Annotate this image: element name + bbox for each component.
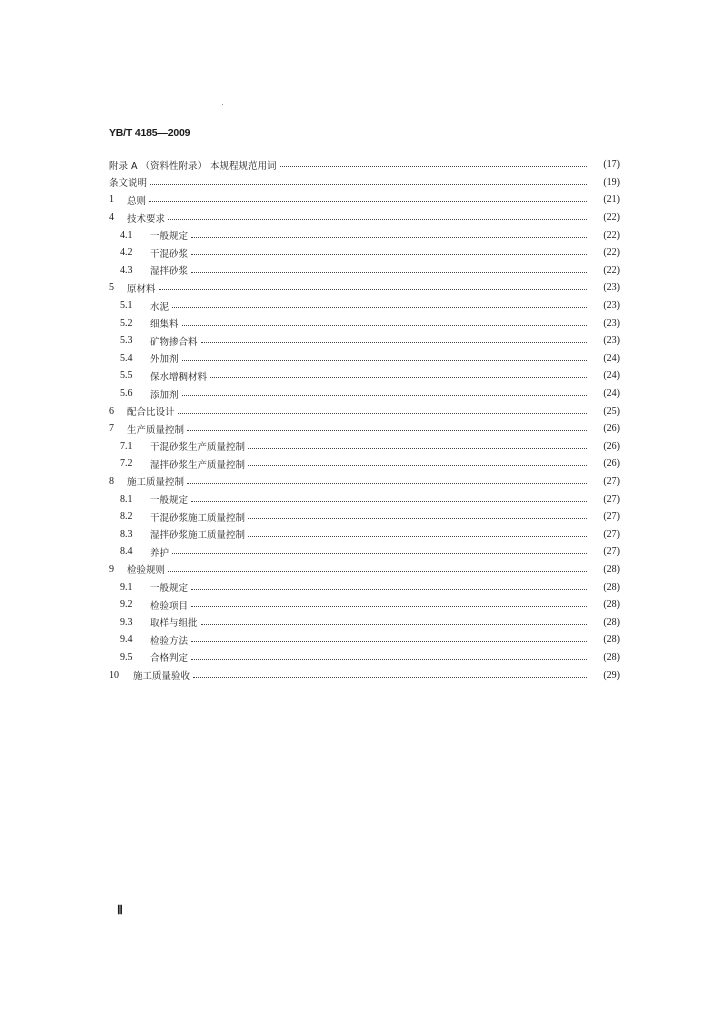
toc-entry-page: (27) <box>603 475 620 487</box>
toc-entry-title: 一般规定 <box>150 583 189 595</box>
toc-entry-page: (27) <box>603 511 620 523</box>
toc-entry-page: (28) <box>603 563 620 575</box>
scan-speck <box>222 104 223 105</box>
toc-dot-leader <box>193 677 587 678</box>
toc-entry-number: 4.2 <box>120 247 133 259</box>
toc-dot-leader <box>191 641 587 642</box>
toc-dot-leader <box>182 395 587 396</box>
toc-entry-title: 原材料 <box>127 283 156 295</box>
toc-entry-number: 9.5 <box>120 651 133 663</box>
toc-entry-page: (29) <box>603 669 620 681</box>
toc-entry-number: 7 <box>109 423 114 435</box>
toc-dot-leader <box>248 448 587 449</box>
toc-entry-title: 检验项目 <box>150 600 189 612</box>
toc-entry[interactable] <box>109 367 620 385</box>
toc-entry-page: (23) <box>603 317 620 329</box>
toc-dot-leader <box>191 589 587 590</box>
toc-entry-number: 9.3 <box>120 616 133 628</box>
toc-entry-page: (28) <box>603 581 620 593</box>
toc-entry-title: 干混砂浆生产质量控制 <box>150 442 246 454</box>
toc-dot-leader <box>191 272 587 273</box>
toc-entry[interactable] <box>109 596 620 614</box>
toc-entry-page: (28) <box>603 616 620 628</box>
toc-entry[interactable] <box>109 525 620 543</box>
toc-entry[interactable] <box>109 402 620 420</box>
toc-entry-number: 5.3 <box>120 335 133 347</box>
toc-entry[interactable] <box>109 209 620 227</box>
toc-entry[interactable] <box>109 561 620 579</box>
toc-entry-number: 5.2 <box>120 317 133 329</box>
toc-entry-number: 7.1 <box>120 440 133 452</box>
toc-dot-leader <box>248 465 587 466</box>
toc-entry[interactable] <box>109 473 620 491</box>
toc-entry-title: 湿拌砂浆施工质量控制 <box>150 530 246 542</box>
table-of-contents <box>109 156 620 684</box>
toc-entry[interactable] <box>109 297 620 315</box>
toc-entry-page: (24) <box>603 388 620 400</box>
toc-entry[interactable] <box>109 578 620 596</box>
toc-entry-title: 取样与组批 <box>150 618 198 630</box>
toc-dot-leader <box>178 413 587 414</box>
toc-entry-number: 9.4 <box>120 634 133 646</box>
toc-entry-number: 8.3 <box>120 528 133 540</box>
toc-dot-leader <box>191 606 587 607</box>
toc-entry-number: 5.1 <box>120 300 133 312</box>
toc-dot-leader <box>248 536 587 537</box>
toc-entry-title: 保水增稠材料 <box>150 371 208 383</box>
toc-entry-title: 湿拌砂浆 <box>150 266 189 278</box>
toc-dot-leader <box>168 571 587 572</box>
toc-entry-title: 细集料 <box>150 319 179 331</box>
toc-entry[interactable] <box>109 613 620 631</box>
toc-entry-title: 养护 <box>150 547 170 559</box>
toc-dot-leader <box>191 254 587 255</box>
toc-entry-number: 5 <box>109 282 114 294</box>
toc-entry-title: 总则 <box>127 195 147 207</box>
toc-entry-title: 干混砂浆施工质量控制 <box>150 512 246 524</box>
toc-dot-leader <box>210 377 587 378</box>
toc-entry[interactable] <box>109 279 620 297</box>
toc-entry-page: (22) <box>603 212 620 224</box>
toc-entry-number: 4 <box>109 212 114 224</box>
toc-entry-number: 10 <box>109 669 119 681</box>
toc-entry-title: 技术要求 <box>127 213 166 225</box>
toc-entry-number: 5.4 <box>120 352 133 364</box>
toc-entry-page: (25) <box>603 405 620 417</box>
toc-dot-leader <box>187 430 587 431</box>
toc-entry-title: 合格判定 <box>150 653 189 665</box>
toc-entry-number: 8.4 <box>120 546 133 558</box>
toc-entry-page: (27) <box>603 546 620 558</box>
toc-entry-page: (19) <box>603 176 620 188</box>
toc-dot-leader <box>191 501 587 502</box>
toc-entry-number: 8 <box>109 475 114 487</box>
toc-entry-number: 1 <box>109 194 114 206</box>
toc-dot-leader <box>191 659 587 660</box>
toc-entry-number: 5.6 <box>120 388 133 400</box>
toc-entry[interactable] <box>109 385 620 403</box>
toc-dot-leader <box>172 553 587 554</box>
toc-entry-title: 水泥 <box>150 301 170 313</box>
toc-entry-page: (23) <box>603 300 620 312</box>
toc-entry[interactable] <box>109 350 620 368</box>
toc-entry[interactable] <box>109 262 620 280</box>
toc-entry-page: (22) <box>603 229 620 241</box>
toc-entry-page: (22) <box>603 264 620 276</box>
toc-entry-title: 外加剂 <box>150 354 179 366</box>
toc-entry-page: (23) <box>603 282 620 294</box>
toc-entry-page: (28) <box>603 651 620 663</box>
toc-entry-title: 一般规定 <box>150 495 189 507</box>
toc-entry[interactable] <box>109 455 620 473</box>
toc-entry-title: 检验规则 <box>127 565 166 577</box>
toc-dot-leader <box>150 184 587 185</box>
toc-entry-page: (21) <box>603 194 620 206</box>
toc-entry-title: 添加剂 <box>150 389 179 401</box>
toc-dot-leader <box>168 219 587 220</box>
toc-entry[interactable] <box>109 508 620 526</box>
toc-entry-title: 附录 A （资料性附录） 本规程规范用词 <box>109 160 277 172</box>
toc-entry-number: 6 <box>109 405 114 417</box>
toc-dot-leader <box>280 166 587 167</box>
toc-entry-title: 配合比设计 <box>127 407 175 419</box>
toc-entry[interactable] <box>109 191 620 209</box>
toc-entry-title: 施工质量控制 <box>127 477 185 489</box>
toc-entry-page: (22) <box>603 247 620 259</box>
toc-entry-page: (26) <box>603 458 620 470</box>
toc-entry-page: (24) <box>603 370 620 382</box>
toc-entry-page: (17) <box>603 159 620 171</box>
toc-entry[interactable] <box>109 631 620 649</box>
toc-entry-title: 检验方法 <box>150 635 189 647</box>
toc-dot-leader <box>191 237 587 238</box>
toc-dot-leader <box>159 289 587 290</box>
toc-entry-title: 施工质量验收 <box>133 671 191 683</box>
toc-entry[interactable] <box>109 649 620 667</box>
toc-entry-number: 8.1 <box>120 493 133 505</box>
toc-entry-page: (28) <box>603 634 620 646</box>
toc-entry-number: 9 <box>109 563 114 575</box>
toc-entry-page: (28) <box>603 599 620 611</box>
toc-entry-number: 7.2 <box>120 458 133 470</box>
toc-dot-leader <box>182 325 587 326</box>
toc-entry-page: (26) <box>603 440 620 452</box>
toc-entry-page: (24) <box>603 352 620 364</box>
toc-entry[interactable] <box>109 490 620 508</box>
toc-entry[interactable] <box>109 543 620 561</box>
toc-entry-page: (27) <box>603 528 620 540</box>
toc-entry-title: 干混砂浆 <box>150 248 189 260</box>
toc-entry[interactable] <box>109 420 620 438</box>
toc-entry-title: 条文说明 <box>109 178 148 190</box>
toc-entry[interactable] <box>109 226 620 244</box>
toc-entry[interactable] <box>109 332 620 350</box>
toc-entry-page: (27) <box>603 493 620 505</box>
toc-dot-leader <box>187 483 587 484</box>
toc-dot-leader <box>172 307 587 308</box>
toc-dot-leader <box>248 518 587 519</box>
toc-entry[interactable] <box>109 314 620 332</box>
toc-dot-leader <box>182 360 587 361</box>
toc-entry[interactable] <box>109 244 620 262</box>
toc-entry-page: (26) <box>603 423 620 435</box>
toc-entry-number: 9.1 <box>120 581 133 593</box>
toc-dot-leader <box>201 342 587 343</box>
toc-entry-title: 湿拌砂浆生产质量控制 <box>150 459 246 471</box>
toc-entry-title: 一般规定 <box>150 231 189 243</box>
toc-entry-page: (23) <box>603 335 620 347</box>
toc-entry-number: 8.2 <box>120 511 133 523</box>
toc-entry[interactable] <box>109 666 620 684</box>
toc-entry-number: 4.3 <box>120 264 133 276</box>
toc-entry-title: 生产质量控制 <box>127 424 185 436</box>
toc-entry-number: 5.5 <box>120 370 133 382</box>
toc-dot-leader <box>149 201 587 202</box>
toc-entry-title: 矿物掺合料 <box>150 336 198 348</box>
toc-entry[interactable] <box>109 438 620 456</box>
toc-entry[interactable] <box>109 156 620 174</box>
toc-dot-leader <box>201 624 587 625</box>
toc-entry-number: 9.2 <box>120 599 133 611</box>
page-number-roman: Ⅱ <box>117 903 123 917</box>
toc-entry[interactable] <box>109 174 620 192</box>
standard-code-header: YB/T 4185—2009 <box>109 127 191 139</box>
toc-entry-number: 4.1 <box>120 229 133 241</box>
